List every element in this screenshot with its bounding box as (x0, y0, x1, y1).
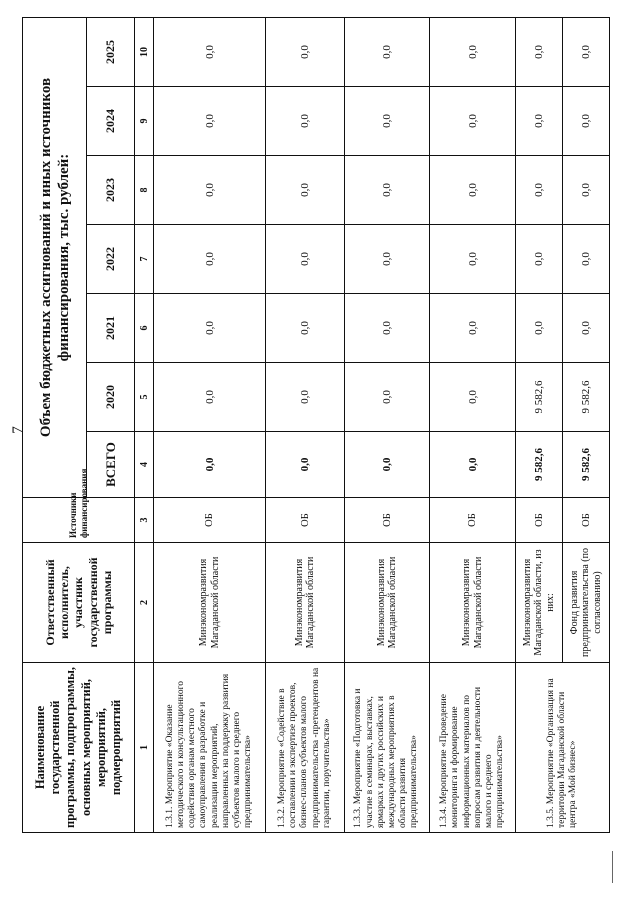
row-total: 9 582,6 (516, 432, 563, 498)
row-value: 0,0 (266, 363, 344, 432)
page-edge-rule (612, 851, 613, 883)
row-value: 0,0 (266, 18, 344, 87)
header-year: 2023 (87, 156, 135, 225)
row-name: 1.3.4. Мероприятие «Проведение мониторинга и формирование информационных материалов по вопросам развития и деятельности малого и среднего предпринимательства» (430, 663, 516, 833)
row-value: 0,0 (266, 294, 344, 363)
budget-table (22, 17, 610, 833)
row-value: 0,0 (516, 87, 563, 156)
row-total: 0,0 (154, 432, 266, 498)
row-value: 0,0 (516, 18, 563, 87)
row-value: 0,0 (266, 156, 344, 225)
header-year: 2025 (87, 18, 135, 87)
row-value: 0,0 (430, 294, 516, 363)
row-value: 0,0 (344, 294, 430, 363)
header-source: Источники финансирования (23, 498, 135, 543)
header-year: 2024 (87, 87, 135, 156)
row-name: 1.3.2. Мероприятие «Содействие в составлении и экспертизе проектов, бизнес-планов субъектов малого предпринимательства -претендентов на гарантии, поручительства» (266, 663, 344, 833)
row-responsible: Минэкономразвития Магаданской области, из них: (516, 543, 563, 663)
row-value: 0,0 (563, 18, 610, 87)
column-number: 1 (135, 663, 154, 833)
row-value: 0,0 (344, 156, 430, 225)
row-source: ОБ (430, 498, 516, 543)
header-budget: Объем бюджетных ассигнований и иных источников финансирования, тыс. рублей: (23, 18, 87, 498)
row-responsible: Минэкономразвития Магаданской области (344, 543, 430, 663)
row-total: 9 582,6 (563, 432, 610, 498)
row-value: 0,0 (563, 225, 610, 294)
row-value: 0,0 (563, 294, 610, 363)
row-responsible: Минэкономразвития Магаданской области (430, 543, 516, 663)
header-year: 2020 (87, 363, 135, 432)
row-name: 1.3.5. Мероприятие «Организация на территории Магаданской области центра «Мой бизнес» (516, 663, 610, 833)
table-row (516, 18, 563, 833)
column-number: 9 (135, 87, 154, 156)
row-responsible: Минэкономразвития Магаданской области (154, 543, 266, 663)
row-value: 0,0 (430, 225, 516, 294)
table-row (430, 18, 516, 833)
row-value: 0,0 (344, 363, 430, 432)
row-value: 9 582,6 (516, 363, 563, 432)
row-value: 0,0 (516, 156, 563, 225)
row-source: ОБ (344, 498, 430, 543)
row-value: 0,0 (430, 87, 516, 156)
column-number: 4 (135, 432, 154, 498)
row-total: 0,0 (430, 432, 516, 498)
row-value: 0,0 (266, 87, 344, 156)
table-row (154, 18, 266, 833)
header-responsible: Ответственный исполнитель, участник государственной программы (23, 543, 135, 663)
row-value: 0,0 (154, 87, 266, 156)
row-source: ОБ (266, 498, 344, 543)
header-name: Наименование государственной программы, подпрограммы, основных мероприятий, мероприятий, подмероприятий (23, 663, 135, 833)
column-number: 5 (135, 363, 154, 432)
row-total: 0,0 (344, 432, 430, 498)
row-responsible: Минэкономразвития Магаданской области (266, 543, 344, 663)
column-number: 10 (135, 18, 154, 87)
row-value: 0,0 (430, 18, 516, 87)
row-value: 0,0 (430, 156, 516, 225)
row-value: 0,0 (563, 156, 610, 225)
column-number: 8 (135, 156, 154, 225)
header-year: 2021 (87, 294, 135, 363)
row-value: 0,0 (516, 294, 563, 363)
row-value: 0,0 (154, 363, 266, 432)
row-value: 0,0 (344, 225, 430, 294)
row-value: 0,0 (154, 294, 266, 363)
row-source: ОБ (563, 498, 610, 543)
column-number: 3 (135, 498, 154, 543)
row-value: 0,0 (430, 363, 516, 432)
row-value: 0,0 (154, 18, 266, 87)
row-value: 0,0 (563, 87, 610, 156)
row-responsible: Фонд развития предпринимательства (по согласованию) (563, 543, 610, 663)
row-value: 0,0 (154, 225, 266, 294)
row-total: 0,0 (266, 432, 344, 498)
row-source: ОБ (516, 498, 563, 543)
row-value: 0,0 (344, 87, 430, 156)
row-name: 1.3.1. Мероприятие «Оказание методического и консультационного содействия органам местного самоуправления в разработке и реализации мероприятий, направленных на поддержку развития субъектов малого и среднего предпринимательства» (154, 663, 266, 833)
page-number: 7 (10, 426, 26, 434)
column-number: 7 (135, 225, 154, 294)
table-row (266, 18, 344, 833)
row-value: 0,0 (516, 225, 563, 294)
row-value: 9 582,6 (563, 363, 610, 432)
header-year: 2022 (87, 225, 135, 294)
header-total: ВСЕГО (87, 432, 135, 498)
column-number: 6 (135, 294, 154, 363)
row-value: 0,0 (154, 156, 266, 225)
row-source: ОБ (154, 498, 266, 543)
row-value: 0,0 (344, 18, 430, 87)
table-row (344, 18, 430, 833)
row-value: 0,0 (266, 225, 344, 294)
column-number: 2 (135, 543, 154, 663)
row-name: 1.3.3. Мероприятие «Подготовка и участие в семинарах, выставках, ярмарках и других российских и международных мероприятиях в области развития предпринимательства» (344, 663, 430, 833)
